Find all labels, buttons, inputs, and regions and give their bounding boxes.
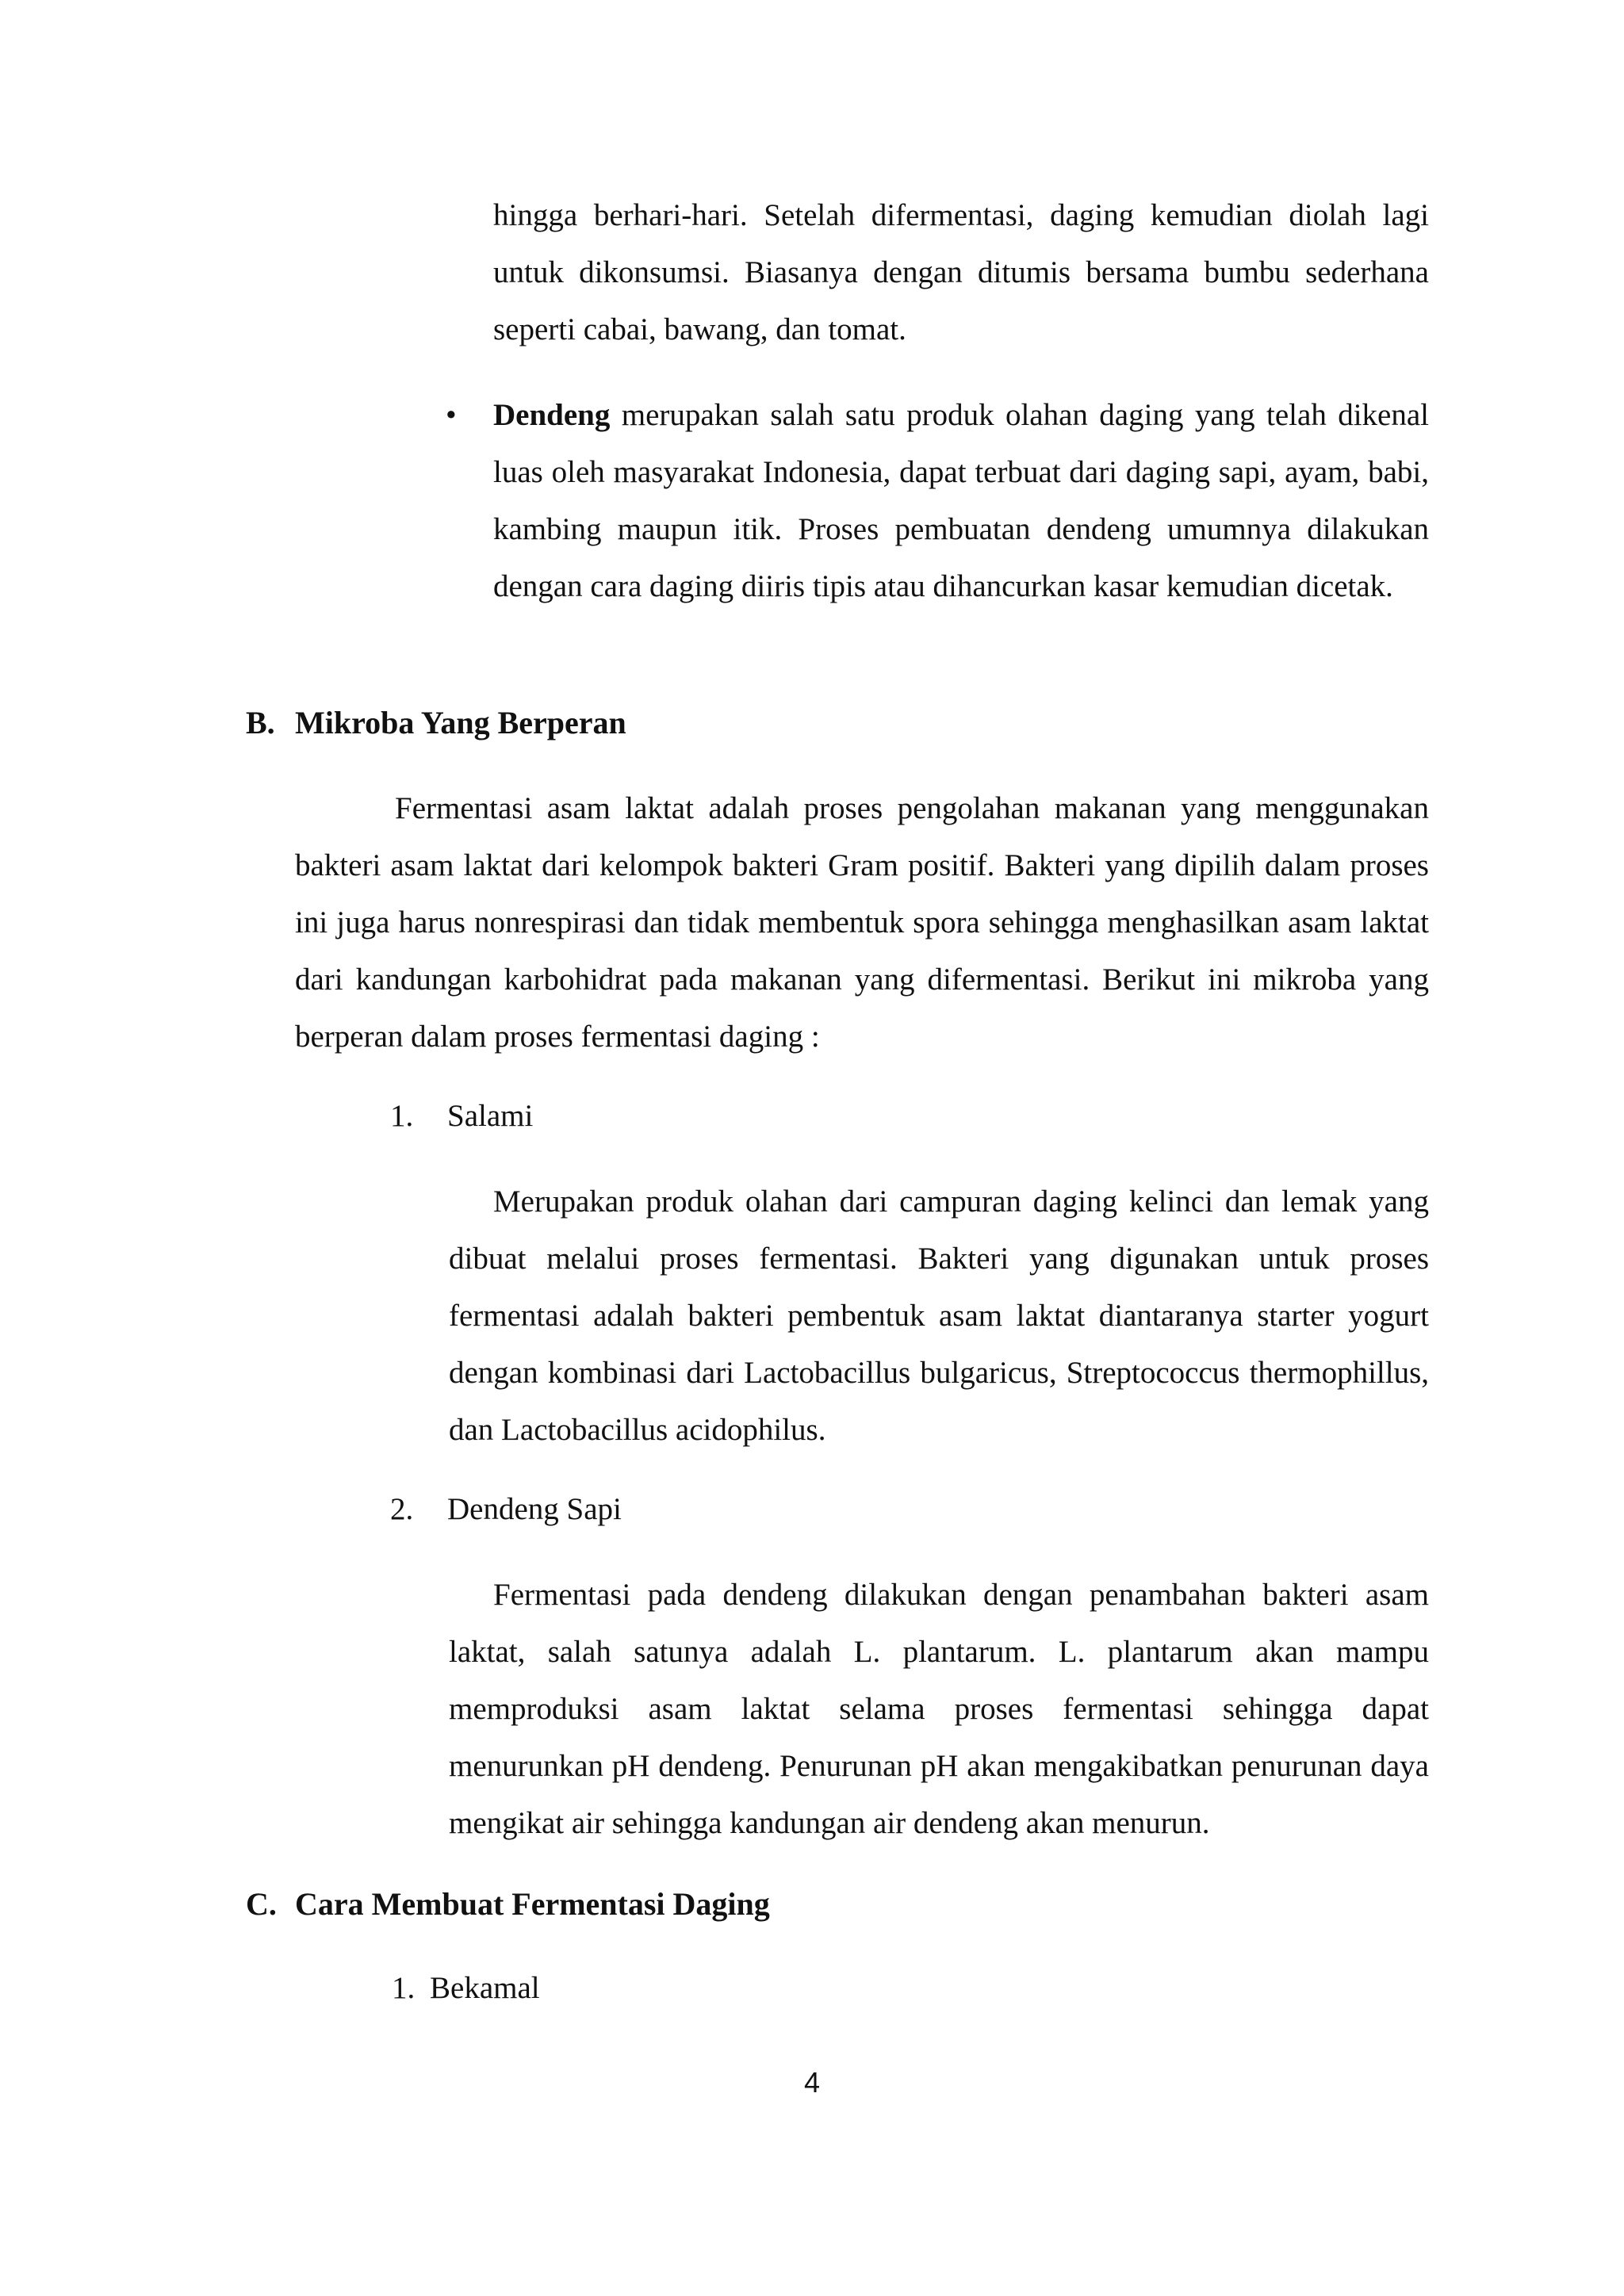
section-c-letter: C. [246, 1886, 277, 1922]
list-title-dendeng-sapi: Dendeng Sapi [447, 1492, 622, 1526]
salami-paragraph [449, 1173, 1429, 1459]
list-title-salami: Salami [447, 1099, 534, 1133]
section-c-title: Cara Membuat Fermentasi Daging [295, 1886, 770, 1922]
list-number-2: 2. [390, 1492, 414, 1526]
list-title-bekamal: Bekamal [430, 1971, 540, 2005]
bullet-dot: • [446, 398, 457, 432]
list-number-c1: 1. [392, 1971, 416, 2005]
page-number: 4 [803, 2066, 821, 2099]
list-item-bekamal [392, 1960, 540, 2017]
list-item-dendeng-sapi [390, 1481, 622, 1538]
section-c-heading [246, 1876, 770, 1933]
list-item-salami [390, 1088, 533, 1145]
bullet-paragraph-dendeng [493, 387, 1429, 615]
bullet-text: merupakan salah satu produk olahan daging yang telah dikenal luas oleh masyarakat Indonesia, dapat terbuat dari daging sapi, ayam, babi, kambing maupun itik. Proses pembuatan dendeng umumnya dilakukan dengan cara daging diiris tipis atau dihancurkan kasar kemudian dicetak. [493, 398, 1429, 603]
section-b-heading [246, 695, 626, 752]
bullet-term: Dendeng [493, 398, 611, 432]
dendeng-sapi-paragraph-text: Fermentasi pada dendeng dilakukan dengan penambahan bakteri asam laktat, salah satunya adalah L. plantarum. L. plantarum akan mampu memproduksi asam laktat selama proses fermentasi sehingga dapat menurunkan pH dendeng. Penurunan pH akan mengakibatkan penurunan daya mengikat air sehingga kandungan air dendeng akan menurun. [449, 1578, 1429, 1840]
dendeng-sapi-paragraph [449, 1567, 1429, 1852]
continuation-paragraph-text: hingga berhari-hari. Setelah difermentasi, daging kemudian diolah lagi untuk dikonsumsi. Biasanya dengan ditumis bersama bumbu sederhana seperti cabai, bawang, dan tomat. [493, 198, 1429, 346]
section-b-title: Mikroba Yang Berperan [295, 705, 626, 740]
salami-paragraph-text: Merupakan produk olahan dari campuran daging kelinci dan lemak yang dibuat melalui proses fermentasi. Bakteri yang digunakan untuk proses fermentasi adalah bakteri pembentuk asam laktat diantaranya starter yogurt dengan kombinasi dari Lactobacillus bulgaricus, Streptococcus thermophillus, dan Lactobacillus acidophilus. [449, 1184, 1429, 1447]
list-number-1: 1. [390, 1099, 414, 1133]
continuation-paragraph [493, 187, 1429, 358]
section-b-paragraph [295, 780, 1429, 1066]
section-b-letter: B. [246, 705, 275, 740]
section-b-paragraph-text: Fermentasi asam laktat adalah proses pengolahan makanan yang menggunakan bakteri asam laktat dari kelompok bakteri Gram positif. Bakteri yang dipilih dalam proses ini juga harus nonrespirasi dan tidak membentuk spora sehingga menghasilkan asam laktat dari kandungan karbohidrat pada makanan yang difermentasi. Berikut ini mikroba yang berperan dalam proses fermentasi daging : [295, 791, 1429, 1054]
